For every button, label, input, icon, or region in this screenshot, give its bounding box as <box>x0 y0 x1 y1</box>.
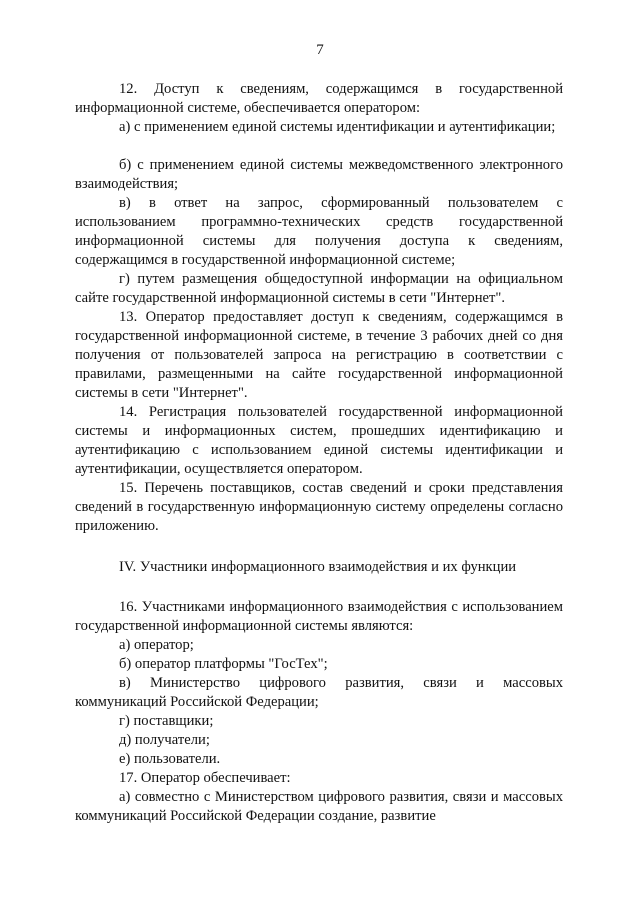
paragraph-17: 17. Оператор обеспечивает: <box>119 770 291 786</box>
paragraph-12a: а) с применением единой системы идентификации и аутентификации; <box>119 119 556 135</box>
paragraph-12: 12. Доступ к сведениям, содержащимся в государственной информационной системе, обеспечивается оператором: <box>75 81 563 116</box>
paragraph-16a: а) оператор; <box>119 637 194 653</box>
paragraph-16b: б) оператор платформы "ГосТех"; <box>119 656 328 672</box>
paragraph-15: 15. Перечень поставщиков, состав сведений и сроки представления сведений в государственную информационную систему определены согласно приложению. <box>75 480 563 534</box>
paragraph-16v: в) Министерство цифрового развития, связи и массовых коммуникаций Российской Федерации; <box>75 675 563 710</box>
paragraph-16g: г) поставщики; <box>119 713 214 729</box>
paragraph-12b: б) с применением единой системы межведомственного электронного взаимодействия; <box>75 157 563 192</box>
paragraph-14: 14. Регистрация пользователей государственной информационной системы и информационных систем, прошедших идентификацию и аутентификацию с использованием единой системы идентификации и аутентификации, осуществляется оператором. <box>75 404 563 477</box>
paragraph-16: 16. Участниками информационного взаимодействия с использованием государственной информационной системы являются: <box>75 599 563 634</box>
paragraph-16e: е) пользователи. <box>119 751 221 767</box>
page-number: 7 <box>316 42 324 58</box>
paragraph-16d: д) получатели; <box>119 732 210 748</box>
paragraph-13: 13. Оператор предоставляет доступ к сведениям, содержащимся в государственной информационной системе, в течение 3 рабочих дней со дня получения от пользователей запроса на регистрацию в соответствии с правилами, размещенными на сайте государственной информационной системы в сети "Интернет". <box>75 309 563 401</box>
paragraph-17a: а) совместно с Министерством цифрового развития, связи и массовых коммуникаций Российской Федерации создание, развитие <box>75 789 563 824</box>
paragraph-12v: в) в ответ на запрос, сформированный пользователем с использованием программно-технических средств государственной информационной системы для получения доступа к сведениям, содержащимся в государственной информационной системе; <box>75 195 563 268</box>
paragraph-12g: г) путем размещения общедоступной информации на официальном сайте государственной информационной системы в сети "Интернет". <box>75 271 563 306</box>
section-heading: IV. Участники информационного взаимодействия и их функции <box>119 559 517 575</box>
